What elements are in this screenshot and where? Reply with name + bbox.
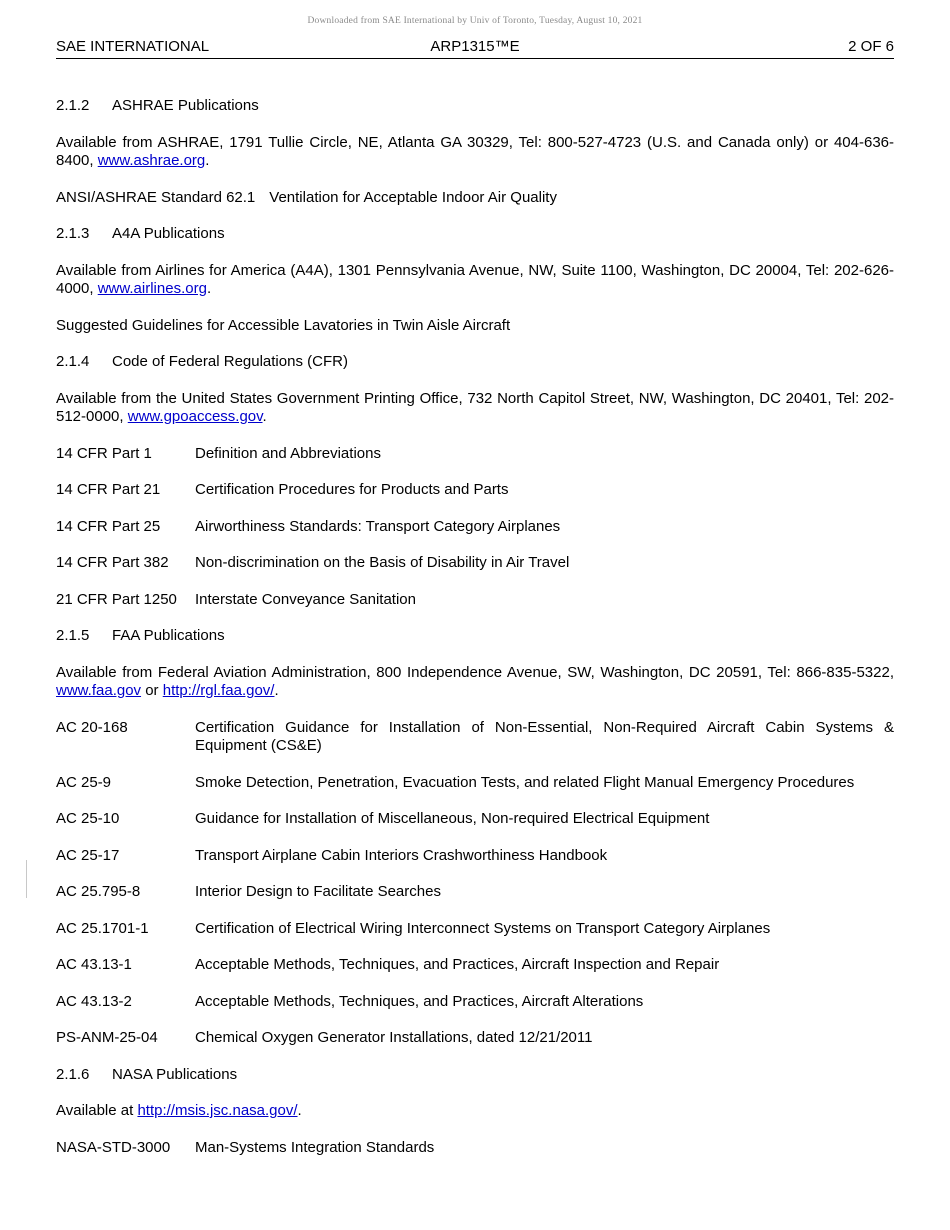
reference-title: Non-discrimination on the Basis of Disability in Air Travel <box>195 554 570 571</box>
standard-title: Ventilation for Acceptable Indoor Air Quality <box>269 188 557 206</box>
reference-code: AC 25-17 <box>56 846 120 864</box>
section-heading-ashrae <box>56 97 894 116</box>
section-title: NASA Publications <box>112 1065 238 1083</box>
reference-title: Certification Guidance for Installation of Non-Essential, Non-Required Aircraft Cabin Systems & Equipment (CS&E) <box>195 718 894 754</box>
a4a-document: Suggested Guidelines for Accessible Lavatories in Twin Aisle Aircraft <box>56 316 511 334</box>
reference-code: AC 25-9 <box>56 773 112 791</box>
or-text: or <box>141 682 163 699</box>
section-number: 2.1.6 <box>56 1065 90 1083</box>
reference-code: 14 CFR Part 21 <box>56 481 161 498</box>
reference-row <box>56 591 894 610</box>
section-number: 2.1.4 <box>56 353 90 370</box>
margin-change-bar <box>26 860 27 898</box>
page-header <box>56 38 894 59</box>
reference-code: 14 CFR Part 25 <box>56 517 161 535</box>
reference-code: 21 CFR Part 1250 <box>56 590 177 608</box>
rgl-faa-link[interactable]: http://rgl.faa.gov/ <box>162 682 275 699</box>
availability-text: Available at <box>56 1102 138 1119</box>
section-heading-nasa <box>56 1066 894 1085</box>
reference-title: Chemical Oxygen Generator Installations, dated 12/21/2011 <box>195 1029 593 1046</box>
cfr-availability <box>56 390 894 427</box>
faa-availability <box>56 664 894 701</box>
reference-row <box>56 920 894 939</box>
section-number: 2.1.5 <box>56 627 90 644</box>
availability-text: Available from Airlines for America (A4A), 1301 Pennsylvania Avenue, NW, Suite 1100, Washington, DC 20004, Tel: 202-626-4000, <box>56 261 894 297</box>
reference-title: Acceptable Methods, Techniques, and Practices, Aircraft Alterations <box>195 992 644 1010</box>
download-watermark: Downloaded from SAE International by Univ of Toronto, Tuesday, August 10, 2021 <box>307 16 643 26</box>
period: . <box>274 682 279 699</box>
standard-code: ANSI/ASHRAE Standard 62.1 <box>56 188 256 206</box>
period: . <box>262 408 267 425</box>
a4a-availability <box>56 262 894 299</box>
reference-title: Interstate Conveyance Sanitation <box>195 590 416 608</box>
section-number: 2.1.2 <box>56 97 90 114</box>
reference-title: Certification Procedures for Products and Parts <box>195 481 509 498</box>
reference-code: AC 43.13-2 <box>56 992 132 1010</box>
reference-code: AC 25-10 <box>56 810 120 827</box>
reference-row <box>56 883 894 902</box>
reference-title: Man-Systems Integration Standards <box>195 1138 435 1156</box>
availability-text: Available from ASHRAE, 1791 Tullie Circle, NE, Atlanta GA 30329, Tel: 800-527-4723 (U.S. and Canada only) or 404-636-8400, <box>56 133 894 169</box>
period: . <box>205 152 210 169</box>
section-heading-cfr <box>56 353 894 372</box>
reference-row <box>56 719 894 756</box>
reference-title: Definition and Abbreviations <box>195 444 381 462</box>
period: . <box>297 1102 302 1119</box>
reference-code: NASA-STD-3000 <box>56 1138 171 1156</box>
reference-title: Interior Design to Facilitate Searches <box>195 883 441 900</box>
reference-row <box>56 554 894 573</box>
reference-title: Airworthiness Standards: Transport Category Airplanes <box>195 517 561 535</box>
reference-title: Certification of Electrical Wiring Interconnect Systems on Transport Category Airplanes <box>195 919 771 937</box>
section-title: FAA Publications <box>112 627 225 644</box>
availability-text: Available from Federal Aviation Administration, 800 Independence Avenue, SW, Washington, DC 20591, Tel: 866-835-5322, <box>56 663 894 681</box>
reference-code: PS-ANM-25-04 <box>56 1029 158 1046</box>
reference-row <box>56 481 894 500</box>
period: . <box>206 280 212 297</box>
nasa-availability <box>56 1102 894 1121</box>
reference-row <box>56 1029 894 1048</box>
section-heading-a4a <box>56 225 894 244</box>
header-doc-number: ARP1315™E <box>430 38 520 55</box>
section-number: 2.1.3 <box>56 225 90 242</box>
nasa-msis-link[interactable]: http://msis.jsc.nasa.gov/ <box>137 1102 298 1119</box>
ashrae-standard <box>56 189 894 208</box>
faa-link[interactable]: www.faa.gov <box>56 682 142 699</box>
ashrae-link[interactable]: www.ashrae.org <box>97 152 206 169</box>
ashrae-availability <box>56 134 894 171</box>
a4a-link[interactable]: www.airlines.org <box>97 280 207 297</box>
reference-code: AC 25.795-8 <box>56 883 141 900</box>
reference-row <box>56 774 894 793</box>
section-heading-faa <box>56 627 894 646</box>
header-page-number: 2 OF 6 <box>848 38 894 55</box>
reference-row <box>56 847 894 866</box>
reference-code: 14 CFR Part 1 <box>56 444 152 462</box>
reference-code: AC 25.1701-1 <box>56 919 149 937</box>
reference-code: AC 43.13-1 <box>56 956 132 973</box>
availability-text: Available from the United States Government Printing Office, 732 North Capitol Street, NW, Washington, DC 20401, Tel: 202-512-0000, <box>56 389 894 425</box>
reference-row <box>56 956 894 975</box>
gpoaccess-link[interactable]: www.gpoaccess.gov <box>127 408 263 425</box>
header-org: SAE INTERNATIONAL <box>56 38 210 55</box>
reference-title: Acceptable Methods, Techniques, and Practices, Aircraft Inspection and Repair <box>195 956 720 973</box>
reference-code: AC 20-168 <box>56 718 128 736</box>
document-body <box>56 97 894 1175</box>
reference-row <box>56 810 894 829</box>
reference-row <box>56 1139 894 1158</box>
reference-title: Smoke Detection, Penetration, Evacuation Tests, and related Flight Manual Emergency Procedures <box>195 773 855 791</box>
section-title: Code of Federal Regulations (CFR) <box>112 353 348 370</box>
reference-row <box>56 518 894 537</box>
section-title: A4A Publications <box>112 225 225 242</box>
reference-row <box>56 445 894 464</box>
reference-title: Transport Airplane Cabin Interiors Crashworthiness Handbook <box>195 846 608 864</box>
reference-row <box>56 993 894 1012</box>
section-title: ASHRAE Publications <box>112 97 259 114</box>
reference-title: Guidance for Installation of Miscellaneous, Non-required Electrical Equipment <box>195 810 710 827</box>
reference-code: 14 CFR Part 382 <box>56 554 169 571</box>
